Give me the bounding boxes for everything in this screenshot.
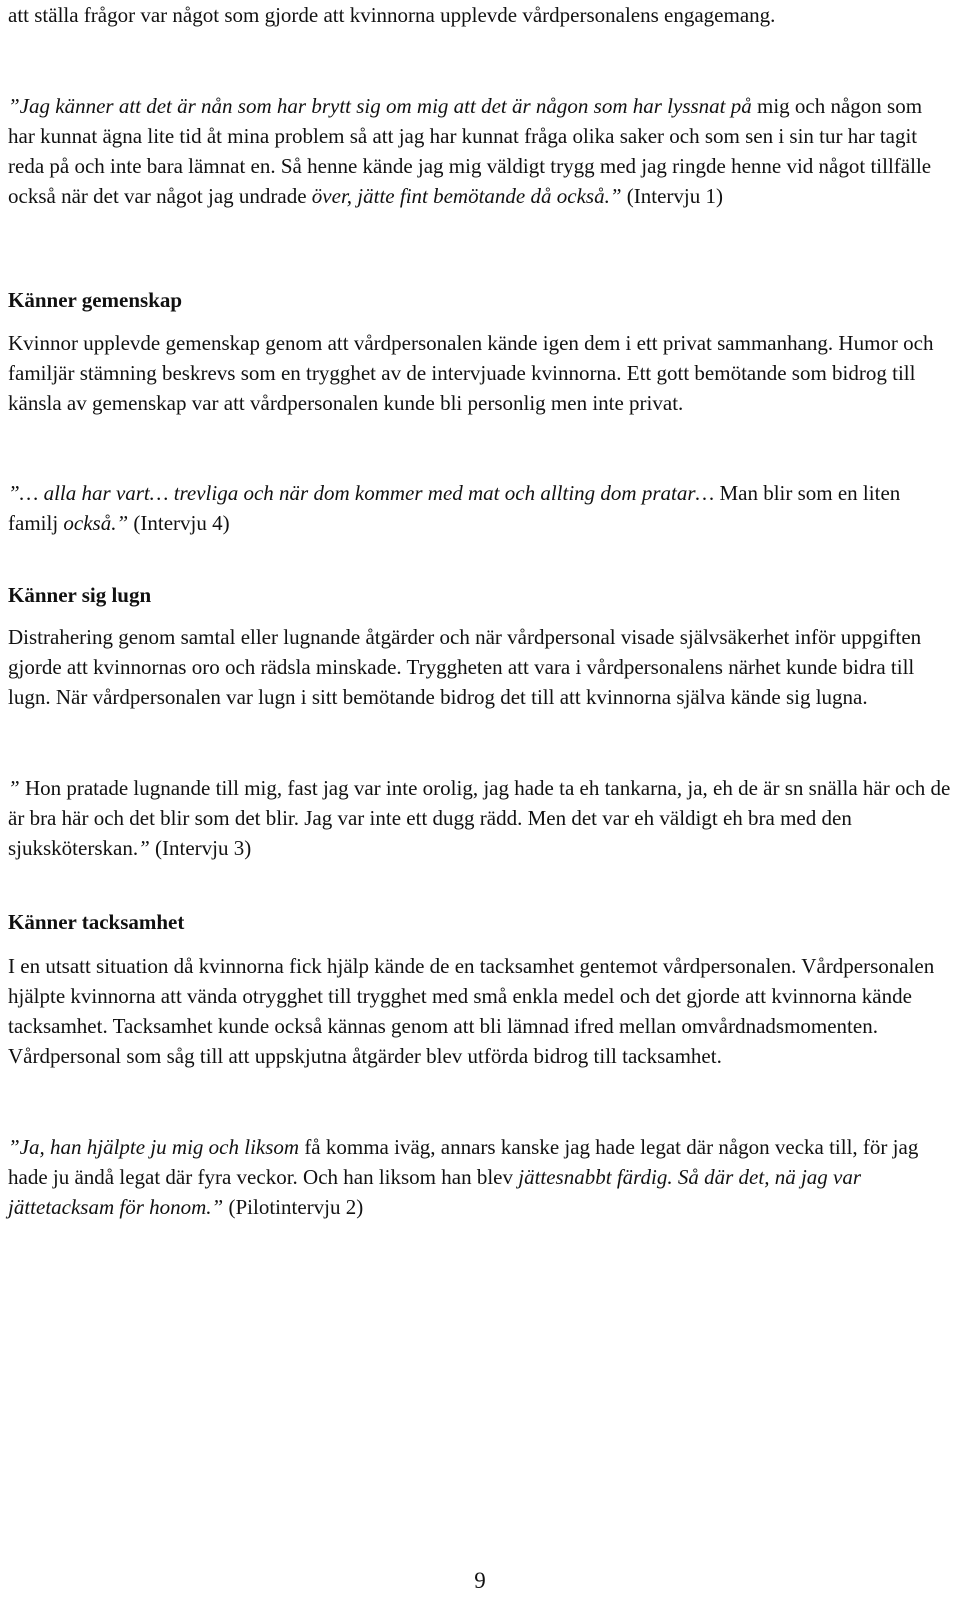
quote-intervju-1: [8, 91, 952, 211]
quote-text: mig och någon som har kunnat ägna lite tid åt mina problem så att jag har kunnat fråga olika saker och som sen i sin tur har tagit reda på och inte bara lämnat en. Så henne kände jag mig väldigt trygg med jag ringde henne vid något tillfälle också när det var något jag undrade: [8, 94, 932, 208]
section-heading-tacksamhet: Känner tacksamhet: [8, 910, 185, 934]
section-paragraph-lugn: Distrahering genom samtal eller lugnande åtgärder och när vårdpersonal visade självsäkerhet inför uppgiften gjorde att kvinnornas oro och rädsla minskade. Tryggheten att vara i vårdpersonalens närhet kunde bidra till lugn. När vårdpersonalen var lugn i sitt bemötande bidrog det till att kvinnorna själva kände sig lugna.: [8, 625, 922, 709]
quote-italic-text: ”Ja, han hjälpte ju mig och liksom: [8, 1135, 300, 1159]
quote-text: Hon pratade lugnande till mig, fast jag var inte orolig, jag hade ta eh tankarna, ja, eh de är sn snälla här och de är bra här och det blir som det blir. Jag var inte ett dugg rädd. Men det var eh väldigt eh bra med den sjuksköterskan.: [8, 776, 951, 860]
quote-italic-tail: också.”: [58, 511, 129, 535]
section-heading-gemenskap: Känner gemenskap: [8, 288, 183, 312]
quote-italic-text: ”… alla har vart… trevliga och när dom kommer med mat och allting dom pratar…: [8, 481, 715, 505]
section-heading-lugn: Känner sig lugn: [8, 583, 152, 607]
quote-italic-text: ”: [8, 776, 20, 800]
intro-paragraph: att ställa frågor var något som gjorde att kvinnorna upplevde vårdpersonalens engagemang.: [8, 3, 776, 27]
quote-citation: (Intervju 1): [621, 184, 723, 208]
quote-italic-text: ”Jag känner att det är nån som har brytt sig om mig att det är någon som har lyssnat på: [8, 94, 752, 118]
section-paragraph-gemenskap: Kvinnor upplevde gemenskap genom att vårdpersonalen kände igen dem i ett privat sammanhang. Humor och familjär stämning beskrevs som en trygghet av de intervjuade kvinnorna. Ett gott bemötande som bidrog till känsla av gemenskap var att vårdpersonalen kunde bli personlig men inte privat.: [8, 331, 934, 415]
section-paragraph-tacksamhet: I en utsatt situation då kvinnorna fick hjälp kände de en tacksamhet gentemot vårdpersonalen. Vårdpersonalen hjälpte kvinnorna att vända otrygghet till trygghet med små enkla medel och det gjorde att kvinnorna kände tacksamhet. Tacksamhet kunde också kännas genom att bli lämnad ifred mellan omvårdnadsmomenten. Vårdpersonal som såg till att uppskjutna åtgärder blev utförda bidrog till tacksamhet.: [8, 954, 935, 1068]
quote-citation: (Intervju 3): [149, 836, 252, 860]
quote-italic-tail: ”: [138, 836, 150, 860]
quote-italic-tail: jättesnabbt färdig. Så där det, nä jag var jättetacksam för honom.”: [8, 1165, 862, 1219]
quote-italic-tail: över, jätte fint bemötande då också.”: [306, 184, 622, 208]
quote-text: få komma iväg, annars kanske jag hade legat där någon vecka till, för jag hade ju ändå legat där fyra veckor. Och han liksom han blev: [8, 1135, 919, 1189]
page-number: 9: [474, 1568, 486, 1593]
quote-citation: (Pilotintervju 2): [223, 1195, 364, 1219]
quote-citation: (Intervju 4): [128, 511, 230, 535]
quote-intervju-4: [8, 478, 952, 538]
quote-pilotintervju-2: [8, 1132, 952, 1222]
quote-intervju-3: [8, 773, 952, 863]
quote-text: Man blir som en liten familj: [8, 481, 901, 535]
